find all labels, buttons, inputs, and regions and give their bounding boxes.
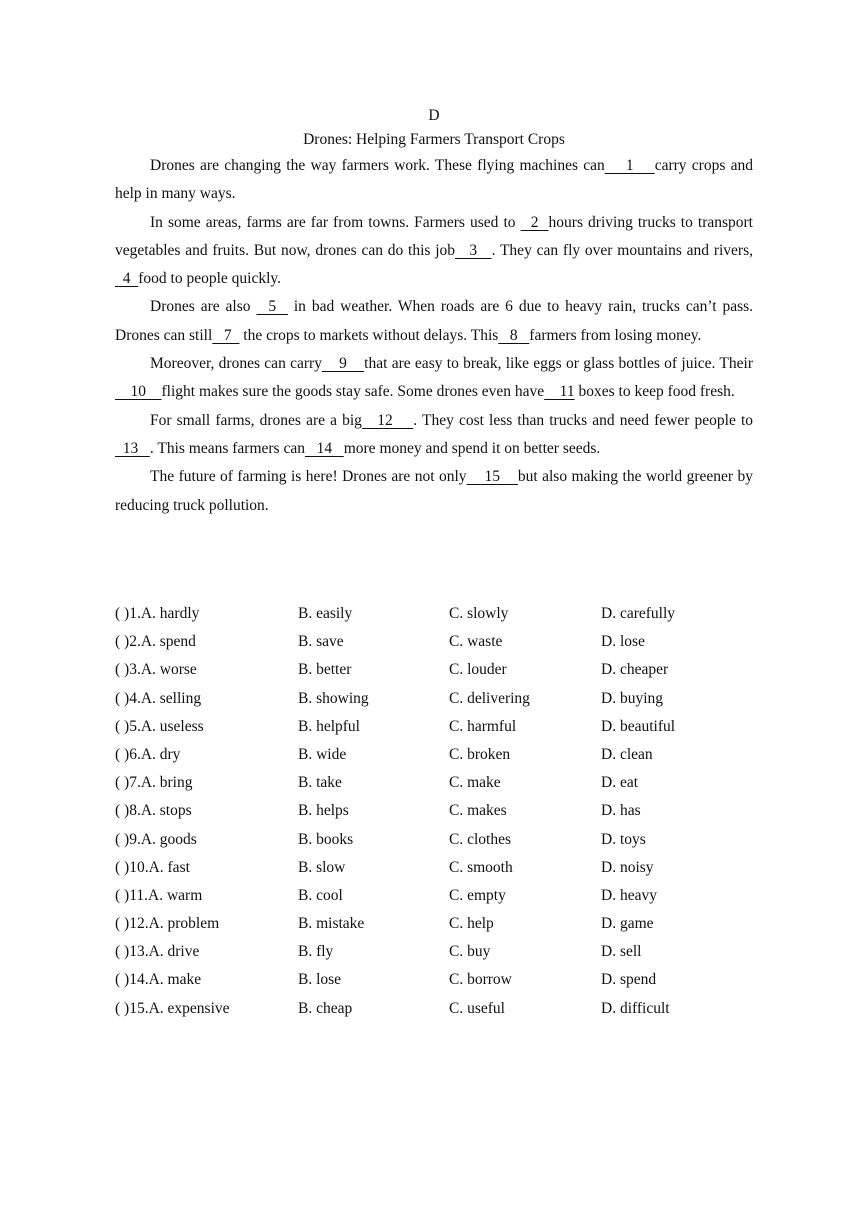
paragraph [115,293,753,350]
answer-bracket[interactable]: ( ) [115,717,130,735]
question-number: 7. [129,774,141,792]
question-row [115,966,755,994]
paragraph-text: farmers from losing money. [529,326,702,344]
option-c: C. borrow [449,971,512,989]
answer-bracket[interactable]: ( ) [115,661,130,679]
passage [115,104,753,520]
option-b: B. showing [298,689,369,707]
question-number: 6. [129,745,141,763]
option-b: B. fly [298,943,334,961]
question-number: 9. [129,830,141,848]
paragraph-text: boxes to keep food fresh. [574,383,735,401]
answer-bracket[interactable]: ( ) [115,943,130,961]
passage-body [115,152,753,520]
option-d: D. sell [601,943,642,961]
option-c: C. waste [449,633,503,651]
option-c: C. makes [449,802,507,820]
question-row [115,769,755,797]
paragraph-text: flight makes sure the goods stay safe. Some drones even have [161,383,545,401]
option-b: B. helps [298,802,349,820]
question-number: 3. [129,661,141,679]
option-c: C. louder [449,661,507,679]
option-b: B. helpful [298,717,360,735]
option-c: C. broken [449,745,511,763]
question-number: 5. [129,717,141,735]
paragraph-text: Drones are also [150,298,257,316]
option-a: A. bring [140,774,193,792]
question-list [115,600,755,1023]
option-b: B. cheap [298,999,353,1017]
paragraph-text: but also making the world greener by reducing truck pollution. [115,468,754,514]
blank-number: 4 [115,270,139,288]
section-letter: D [428,107,440,124]
question-row [115,882,755,910]
question-row [115,938,755,966]
question-label [115,910,219,938]
question-row [115,826,755,854]
option-d: D. clean [601,745,653,763]
answer-bracket[interactable]: ( ) [115,858,130,876]
paragraph-text: in bad weather. When roads are 6 due to heavy rain, trucks can’t pass. Drones can still [115,298,754,344]
question-label [115,600,199,628]
answer-bracket[interactable]: ( ) [115,830,130,848]
answer-bracket[interactable]: ( ) [115,605,130,622]
question-label [115,854,190,882]
option-d: D. has [601,802,641,820]
option-c: C. delivering [449,689,530,707]
option-a: A. problem [148,915,220,933]
option-b: B. cool [298,886,343,904]
option-b: B. easily [298,605,353,622]
paragraph-text: . They cost less than trucks and need fewer people to [413,411,753,429]
question-row [115,854,755,882]
option-a: A. expensive [148,999,230,1017]
question-row [115,797,755,825]
option-d: D. heavy [601,886,657,904]
question-label [115,685,201,713]
option-a: A. selling [140,689,202,707]
question-label [115,769,193,797]
option-c: C. clothes [449,830,511,848]
paragraph [115,463,753,520]
option-d: D. beautiful [601,717,676,735]
blank-number: 10 [115,383,162,401]
paragraph [115,209,753,294]
paragraph-text: the crops to markets without delays. This [239,326,499,344]
question-label [115,826,197,854]
blank-number: 8 [498,326,530,344]
option-a: A. goods [140,830,197,848]
option-a: A. worse [140,661,197,679]
blank-number: 2 [520,213,549,231]
answer-bracket[interactable]: ( ) [115,999,130,1017]
blank-number: 9 [321,355,365,373]
option-b: B. lose [298,971,342,989]
answer-bracket[interactable]: ( ) [115,633,130,651]
question-row [115,656,755,684]
question-label [115,966,201,994]
answer-bracket[interactable]: ( ) [115,915,130,933]
paragraph-text: food to people quickly. [138,270,282,288]
paragraph [115,152,753,209]
option-d: D. lose [601,633,645,651]
blank-number: 15 [466,468,518,486]
question-row [115,910,755,938]
option-b: B. take [298,774,342,792]
paragraph-text: In some areas, farms are far from towns. Farmers used to [150,213,521,231]
option-d: D. spend [601,971,657,989]
blank-number: 13 [115,439,150,457]
option-a: A. useless [140,717,204,735]
option-c: C. slowly [449,605,509,622]
paragraph-text: . This means farmers can [149,439,305,457]
question-label [115,882,202,910]
option-a: A. make [148,971,202,989]
question-number: 8. [129,802,141,820]
paragraph [115,350,753,407]
answer-bracket[interactable]: ( ) [115,689,130,707]
option-b: B. books [298,830,354,848]
paragraph-text: Moreover, drones can carry [150,355,322,373]
option-d: D. game [601,915,654,933]
question-number: 13. [129,943,149,961]
question-label [115,995,230,1023]
option-d: D. carefully [601,605,676,622]
question-number: 15. [129,999,149,1017]
option-a: A. dry [140,745,181,763]
blank-number: 5 [256,298,288,316]
option-a: A. hardly [140,605,200,622]
option-c: C. make [449,774,501,792]
paragraph [115,407,753,464]
question-label [115,741,180,769]
question-number: 1. [129,605,141,622]
option-c: C. harmful [449,717,517,735]
passage-title: Drones: Helping Farmers Transport Crops [303,131,565,148]
option-a: A. stops [140,802,192,820]
question-row [115,600,755,628]
option-b: B. save [298,633,344,651]
blank-number: 12 [361,411,414,429]
blank-number: 7 [212,326,240,344]
question-number: 10. [129,858,149,876]
paragraph-text: . They can fly over mountains and rivers, [491,241,753,259]
blank-number: 3 [455,241,492,259]
option-b: B. better [298,661,352,679]
option-a: A. spend [140,633,196,651]
paragraph-text: The future of farming is here! Drones are not only [150,468,467,486]
question-number: 12. [129,915,149,933]
answer-bracket[interactable]: ( ) [115,886,130,904]
blank-number: 11 [544,383,575,401]
option-a: A. fast [148,858,190,876]
question-label [115,713,204,741]
question-row [115,995,755,1023]
paragraph-text: more money and spend it on better seeds. [343,439,601,457]
option-b: B. mistake [298,915,365,933]
option-a: A. warm [148,886,203,904]
paragraph-text: Drones are changing the way farmers work. These flying machines can [150,157,605,174]
answer-bracket[interactable]: ( ) [115,971,130,989]
question-number: 11. [129,886,149,904]
blank-number: 14 [304,439,344,457]
option-d: D. difficult [601,999,670,1017]
option-d: D. cheaper [601,661,669,679]
answer-bracket[interactable]: ( ) [115,745,130,763]
question-number: 4. [129,689,141,707]
option-b: B. slow [298,858,346,876]
option-d: D. eat [601,774,639,792]
option-c: C. smooth [449,858,513,876]
paragraph-text: hours driving trucks to transport vegetables and fruits. But now, drones can do this job [115,213,753,259]
paragraph-text: that are easy to break, like eggs or glass bottles of juice. Their [364,355,753,373]
option-c: C. help [449,915,494,933]
question-label [115,628,196,656]
option-b: B. wide [298,745,347,763]
question-label [115,938,199,966]
question-row [115,741,755,769]
blank-number: 1 [604,157,655,174]
option-c: C. useful [449,999,505,1017]
question-number: 14. [129,971,149,989]
option-a: A. drive [148,943,200,961]
question-label [115,656,197,684]
answer-bracket[interactable]: ( ) [115,774,130,792]
question-number: 2. [129,633,141,651]
option-d: D. toys [601,830,646,848]
question-row [115,685,755,713]
option-d: D. noisy [601,858,654,876]
paragraph-text: For small farms, drones are a big [150,411,362,429]
question-label [115,797,192,825]
option-d: D. buying [601,689,663,707]
question-row [115,628,755,656]
question-row [115,713,755,741]
paragraph-text: carry crops and help in many ways. [115,157,754,203]
option-c: C. buy [449,943,491,961]
option-c: C. empty [449,886,506,904]
answer-bracket[interactable]: ( ) [115,802,130,820]
